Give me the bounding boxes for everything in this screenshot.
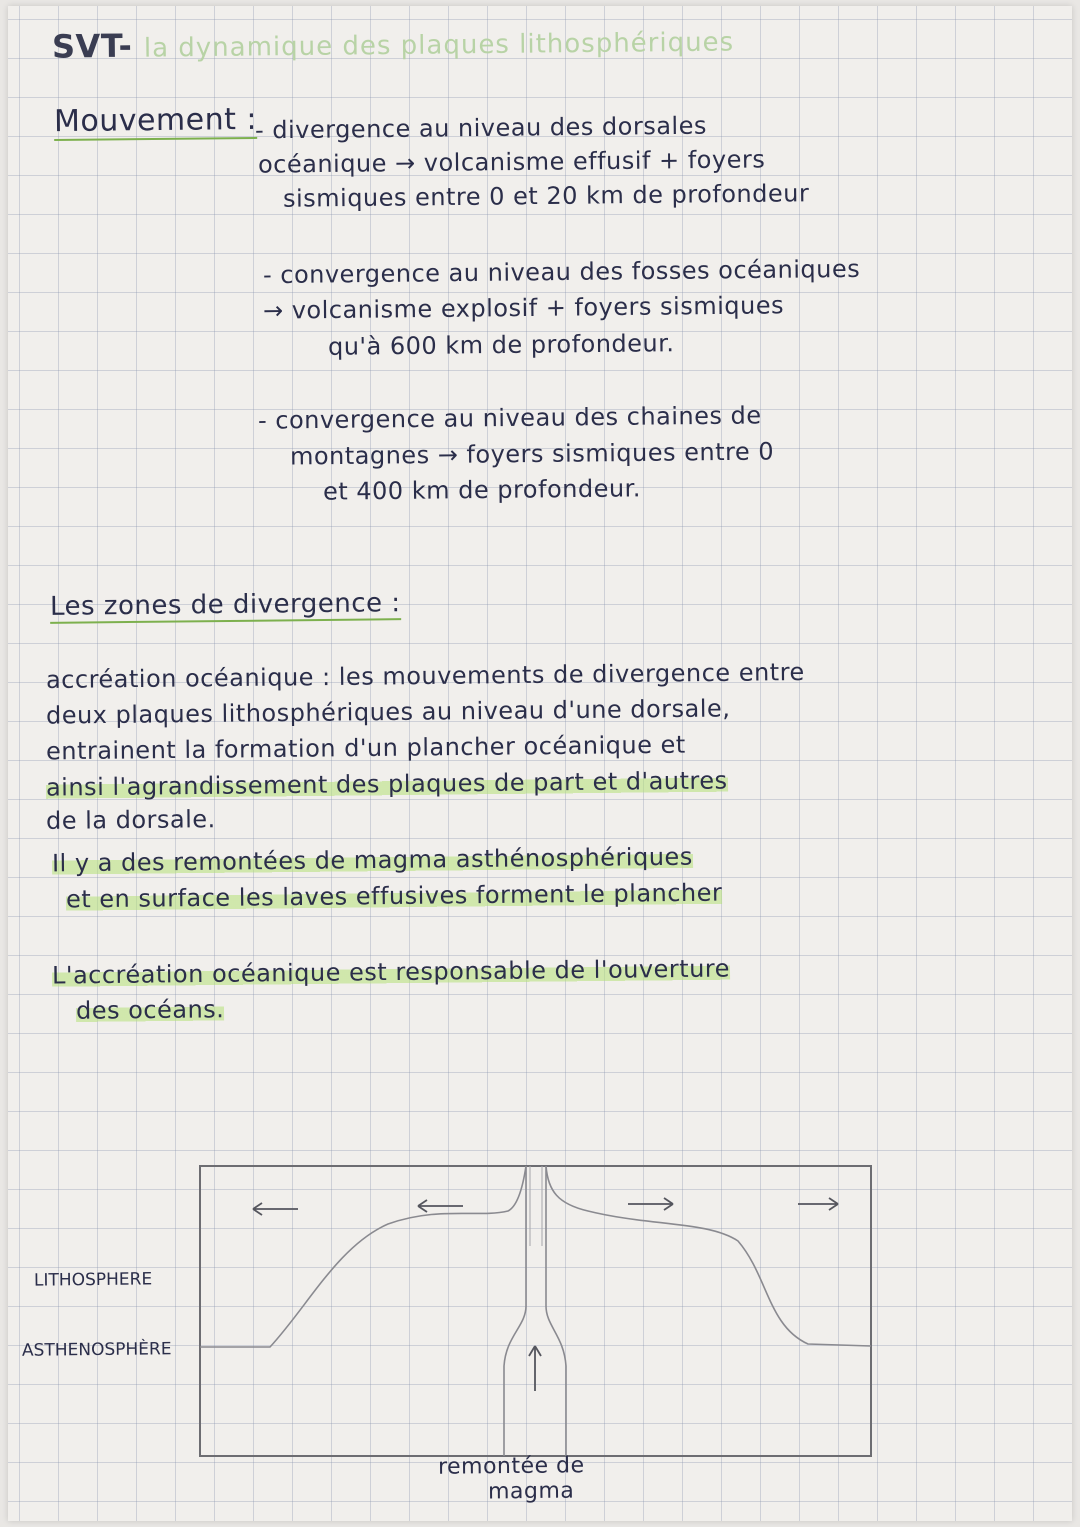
divergence-para1-line3: entrainent la formation d'un plancher océanique et xyxy=(45,730,686,766)
mouvement-item3-line2: montagnes → foyers sismiques entre 0 xyxy=(289,437,775,471)
label-asthenosphere: ASTHENOSPHÈRE xyxy=(21,1339,172,1361)
title-prefix: SVT- xyxy=(51,26,133,66)
notebook-page xyxy=(8,6,1072,1521)
mouvement-item3-line1: - convergence au niveau des chaines de xyxy=(257,401,762,435)
divergence-para1-line1: accréation océanique : les mouvements de divergence entre xyxy=(45,658,805,694)
arrow-right-1 xyxy=(628,1198,673,1210)
mouvement-item1-line3: sismiques entre 0 et 20 km de profondeur xyxy=(282,179,810,213)
lithosphere-right-curve xyxy=(546,1166,871,1346)
magma-inner-lines xyxy=(530,1166,542,1246)
mouvement-item3-line3: et 400 km de profondeur. xyxy=(322,474,642,506)
mouvement-item2-line2: → volcanisme explosif + foyers sismiques xyxy=(262,291,785,325)
arrow-up-magma xyxy=(529,1346,541,1391)
mouvement-item1-line2: océanique → volcanisme effusif + foyers xyxy=(257,145,766,179)
lithosphere-left-curve xyxy=(200,1166,526,1347)
label-magma-line1: remontée de xyxy=(437,1453,585,1480)
magma-conduit-right xyxy=(546,1166,566,1456)
mouvement-item2-line3: qu'à 600 km de profondeur. xyxy=(327,329,675,361)
divergence-heading: Les zones de divergence : xyxy=(49,588,401,622)
divergence-para1-line5: de la dorsale. xyxy=(45,805,216,835)
divergence-para3-line1: L'accréation océanique est responsable de l'ouverture xyxy=(51,954,731,990)
divergence-para2-line2: et en surface les laves effusives forment le plancher xyxy=(65,878,723,914)
arrow-left-1 xyxy=(253,1203,298,1215)
diagram-frame xyxy=(200,1166,871,1456)
dorsale-diagram xyxy=(8,6,1072,1521)
divergence-para2-line1: Il y a des remontées de magma asthénosphériques xyxy=(51,842,693,878)
arrow-left-2 xyxy=(418,1200,463,1212)
label-magma-line2: magma xyxy=(487,1478,575,1505)
mouvement-item2-line1: - convergence au niveau des fosses océaniques xyxy=(262,254,861,290)
title-subtitle: la dynamique des plaques lithosphériques xyxy=(143,27,735,64)
mouvement-item1-line1: - divergence au niveau des dorsales xyxy=(254,111,708,145)
divergence-para3-line2: des océans. xyxy=(75,995,225,1025)
divergence-para1-line4: ainsi l'agrandissement des plaques de part et d'autres xyxy=(45,766,728,802)
arrow-right-2 xyxy=(798,1198,838,1210)
magma-conduit-left xyxy=(504,1166,526,1456)
mouvement-heading: Mouvement : xyxy=(53,101,258,140)
divergence-para1-line2: deux plaques lithosphériques au niveau d'une dorsale, xyxy=(45,694,731,730)
label-lithosphere: LITHOSPHERE xyxy=(33,1269,153,1291)
